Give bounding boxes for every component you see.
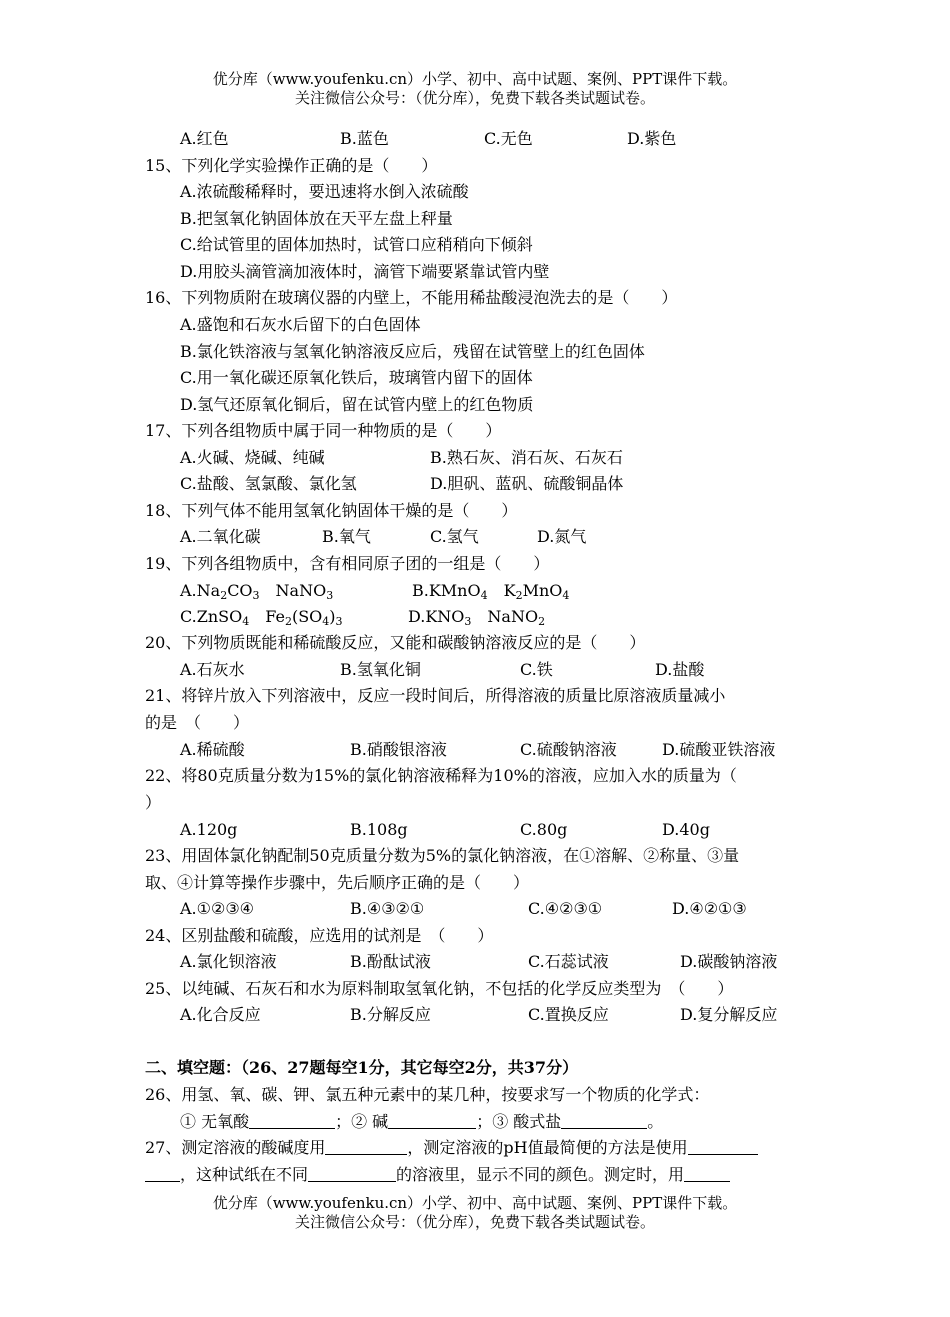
q18-option-b: B.氧气 <box>322 527 371 546</box>
q27-blank-2[interactable] <box>688 1138 758 1155</box>
q27-part-2: ，测定溶液的pH值最简便的方法是使用 <box>407 1138 688 1157</box>
q16-stem: 16、下列物质附在玻璃仪器的内壁上，不能用稀盐酸浸泡洗去的是（ ） <box>145 288 678 307</box>
q15-option-d: D.用胶头滴管滴加液体时，滴管下端要紧靠试管内壁 <box>180 262 550 281</box>
q19-option-b: B.KMnO$_4$ $K_2MnO_4$ <box>412 581 570 602</box>
q19-stem: 19、下列各组物质中，含有相同原子团的一组是（ ） <box>145 554 550 573</box>
q18-option-c: C.氢气 <box>430 527 479 546</box>
q27-blank-4[interactable] <box>684 1165 730 1182</box>
q26-blank-c[interactable] <box>561 1112 647 1129</box>
q23-stem-line-1: 23、用固体氯化钠配制50克质量分数为5%的氯化钠溶液，在①溶解、②称量、③量 <box>145 846 740 865</box>
q26-part-a-label: ① 无氧酸 <box>180 1112 250 1131</box>
q23-option-a: A.①②③④ <box>180 899 255 918</box>
q20-option-a: A.石灰水 <box>180 660 245 679</box>
q18-option-d: D.氮气 <box>537 527 587 546</box>
q25-option-b: B.分解反应 <box>350 1005 431 1024</box>
q24-option-c: C.石蕊试液 <box>528 952 609 971</box>
q18-stem: 18、下列气体不能用氢氧化钠固体干燥的是（ ） <box>145 501 518 520</box>
q27-blank-1[interactable] <box>325 1138 407 1155</box>
q25-stem: 25、以纯碱、石灰石和水为原料制取氢氧化钠，不包括的化学反应类型为 （ ） <box>145 979 734 998</box>
q23-option-b: B.④③②① <box>350 899 425 918</box>
header-line-2: 关注微信公众号：（优分库），免费下载各类试题试卷。 <box>294 89 655 107</box>
q19-option-a: $A.Na_2CO_3$ NaNO$_3$ <box>180 581 334 602</box>
q17-option-d: D.胆矾、蓝矾、硫酸铜晶体 <box>430 474 624 493</box>
q20-option-b: B.氢氧化铜 <box>340 660 421 679</box>
page-footer <box>0 1194 950 1232</box>
q16-option-b: B.氯化铁溶液与氢氧化钠溶液反应后，残留在试管壁上的红色固体 <box>180 342 645 361</box>
q27-part-1: 27、测定溶液的酸碱度用 <box>145 1138 326 1157</box>
q27-line-1 <box>145 1137 758 1159</box>
page-header <box>0 70 950 108</box>
q21-option-d: D.硫酸亚铁溶液 <box>662 740 776 759</box>
q20-option-c: C.铁 <box>520 660 553 679</box>
q27-blank-3[interactable] <box>308 1165 396 1182</box>
q17-option-c: C.盐酸、氢氯酸、氯化氢 <box>180 474 357 493</box>
q27-part-3: ，这种试纸在不同 <box>180 1165 309 1184</box>
q16-option-a: A.盛饱和石灰水后留下的白色固体 <box>180 315 421 334</box>
q27-blank-2-cont[interactable] <box>145 1165 180 1182</box>
q21-option-b: B.硝酸银溶液 <box>350 740 447 759</box>
q26-blank-a[interactable] <box>249 1112 335 1129</box>
q21-option-a: A.稀硫酸 <box>180 740 245 759</box>
q21-option-c: C.硫酸钠溶液 <box>520 740 617 759</box>
q26-stem: 26、用氢、氧、碳、钾、氯五种元素中的某几种，按要求写一个物质的化学式： <box>145 1085 710 1104</box>
q25-option-d: D.复分解反应 <box>680 1005 778 1024</box>
q26-blank-b[interactable] <box>388 1112 476 1129</box>
q22-stem-line-2: ） <box>145 793 162 812</box>
q23-option-d: D.④②①③ <box>672 899 747 918</box>
q15-option-c: C.给试管里的固体加热时，试管口应稍稍向下倾斜 <box>180 235 533 254</box>
section-2-title: 二、填空题：（26、27题每空1分，其它每空2分，共37分） <box>145 1058 579 1077</box>
q27-part-4: 的溶液里，显示不同的颜色。测定时，用 <box>396 1165 685 1184</box>
q15-stem: 15、下列化学实验操作正确的是（ ） <box>145 156 438 175</box>
q24-option-b: B.酚酞试液 <box>350 952 431 971</box>
q27-line-2 <box>145 1164 730 1186</box>
q17-stem: 17、下列各组物质中属于同一种物质的是（ ） <box>145 421 502 440</box>
q14-option-a: A.红色 <box>180 129 229 148</box>
q14-option-c: C.无色 <box>484 129 533 148</box>
q20-stem: 20、下列物质既能和稀硫酸反应，又能和碳酸钠溶液反应的是（ ） <box>145 633 646 652</box>
q23-stem-line-2: 取、④计算等操作步骤中，先后顺序正确的是（ ） <box>145 873 530 892</box>
q16-option-d: D.氢气还原氧化铜后，留在试管内壁上的红色物质 <box>180 395 534 414</box>
q24-option-a: A.氯化钡溶液 <box>180 952 277 971</box>
q22-stem-line-1: 22、将80克质量分数为15%的氯化钠溶液稀释为10%的溶液，应加入水的质量为（ <box>145 766 737 785</box>
q18-option-a: A.二氧化碳 <box>180 527 261 546</box>
q25-option-a: A.化合反应 <box>180 1005 261 1024</box>
footer-line-2: 关注微信公众号：（优分库），免费下载各类试题试卷。 <box>294 1213 655 1231</box>
q14-option-b: B.蓝色 <box>340 129 389 148</box>
q23-option-c: C.④②③① <box>528 899 603 918</box>
q22-option-a: A.120g <box>180 820 238 839</box>
q19-option-d: $D.KNO_3$ NaNO$_2$ <box>408 607 546 628</box>
header-line-1: 优分库（www.youfenku.cn）小学、初中、高中试题、案例、PPT课件下载。 <box>212 70 738 88</box>
q14-option-d: D.紫色 <box>627 129 677 148</box>
q22-option-c: C.80g <box>520 820 568 839</box>
q20-option-d: D.盐酸 <box>655 660 705 679</box>
q26-part-b-label: ；② 碱 <box>335 1112 389 1131</box>
q22-option-d: D.40g <box>662 820 710 839</box>
q21-stem-line-2: 的是 （ ） <box>145 713 250 732</box>
q19-option-c: C.ZnSO$_4$ $Fe_2(SO_4)_3$ <box>180 607 343 628</box>
q24-stem: 24、区别盐酸和硫酸，应选用的试剂是 （ ） <box>145 926 494 945</box>
q15-option-a: A.浓硫酸稀释时，要迅速将水倒入浓硫酸 <box>180 182 469 201</box>
q16-option-c: C.用一氧化碳还原氧化铁后，玻璃管内留下的固体 <box>180 368 533 387</box>
q25-option-c: C.置换反应 <box>528 1005 609 1024</box>
q21-stem-line-1: 21、将锌片放入下列溶液中，反应一段时间后，所得溶液的质量比原溶液质量减小 <box>145 686 726 705</box>
footer-line-1: 优分库（www.youfenku.cn）小学、初中、高中试题、案例、PPT课件下载。 <box>212 1194 738 1212</box>
q26-part-c-label: ；③ 酸式盐 <box>476 1112 562 1131</box>
q17-option-b: B.熟石灰、消石灰、石灰石 <box>430 448 623 467</box>
q26-blanks-line <box>180 1111 663 1133</box>
q26-end-mark: 。 <box>647 1112 664 1131</box>
q15-option-b: B.把氢氧化钠固体放在天平左盘上秤量 <box>180 209 453 228</box>
q17-option-a: A.火碱、烧碱、纯碱 <box>180 448 325 467</box>
q24-option-d: D.碳酸钠溶液 <box>680 952 778 971</box>
q22-option-b: B.108g <box>350 820 408 839</box>
